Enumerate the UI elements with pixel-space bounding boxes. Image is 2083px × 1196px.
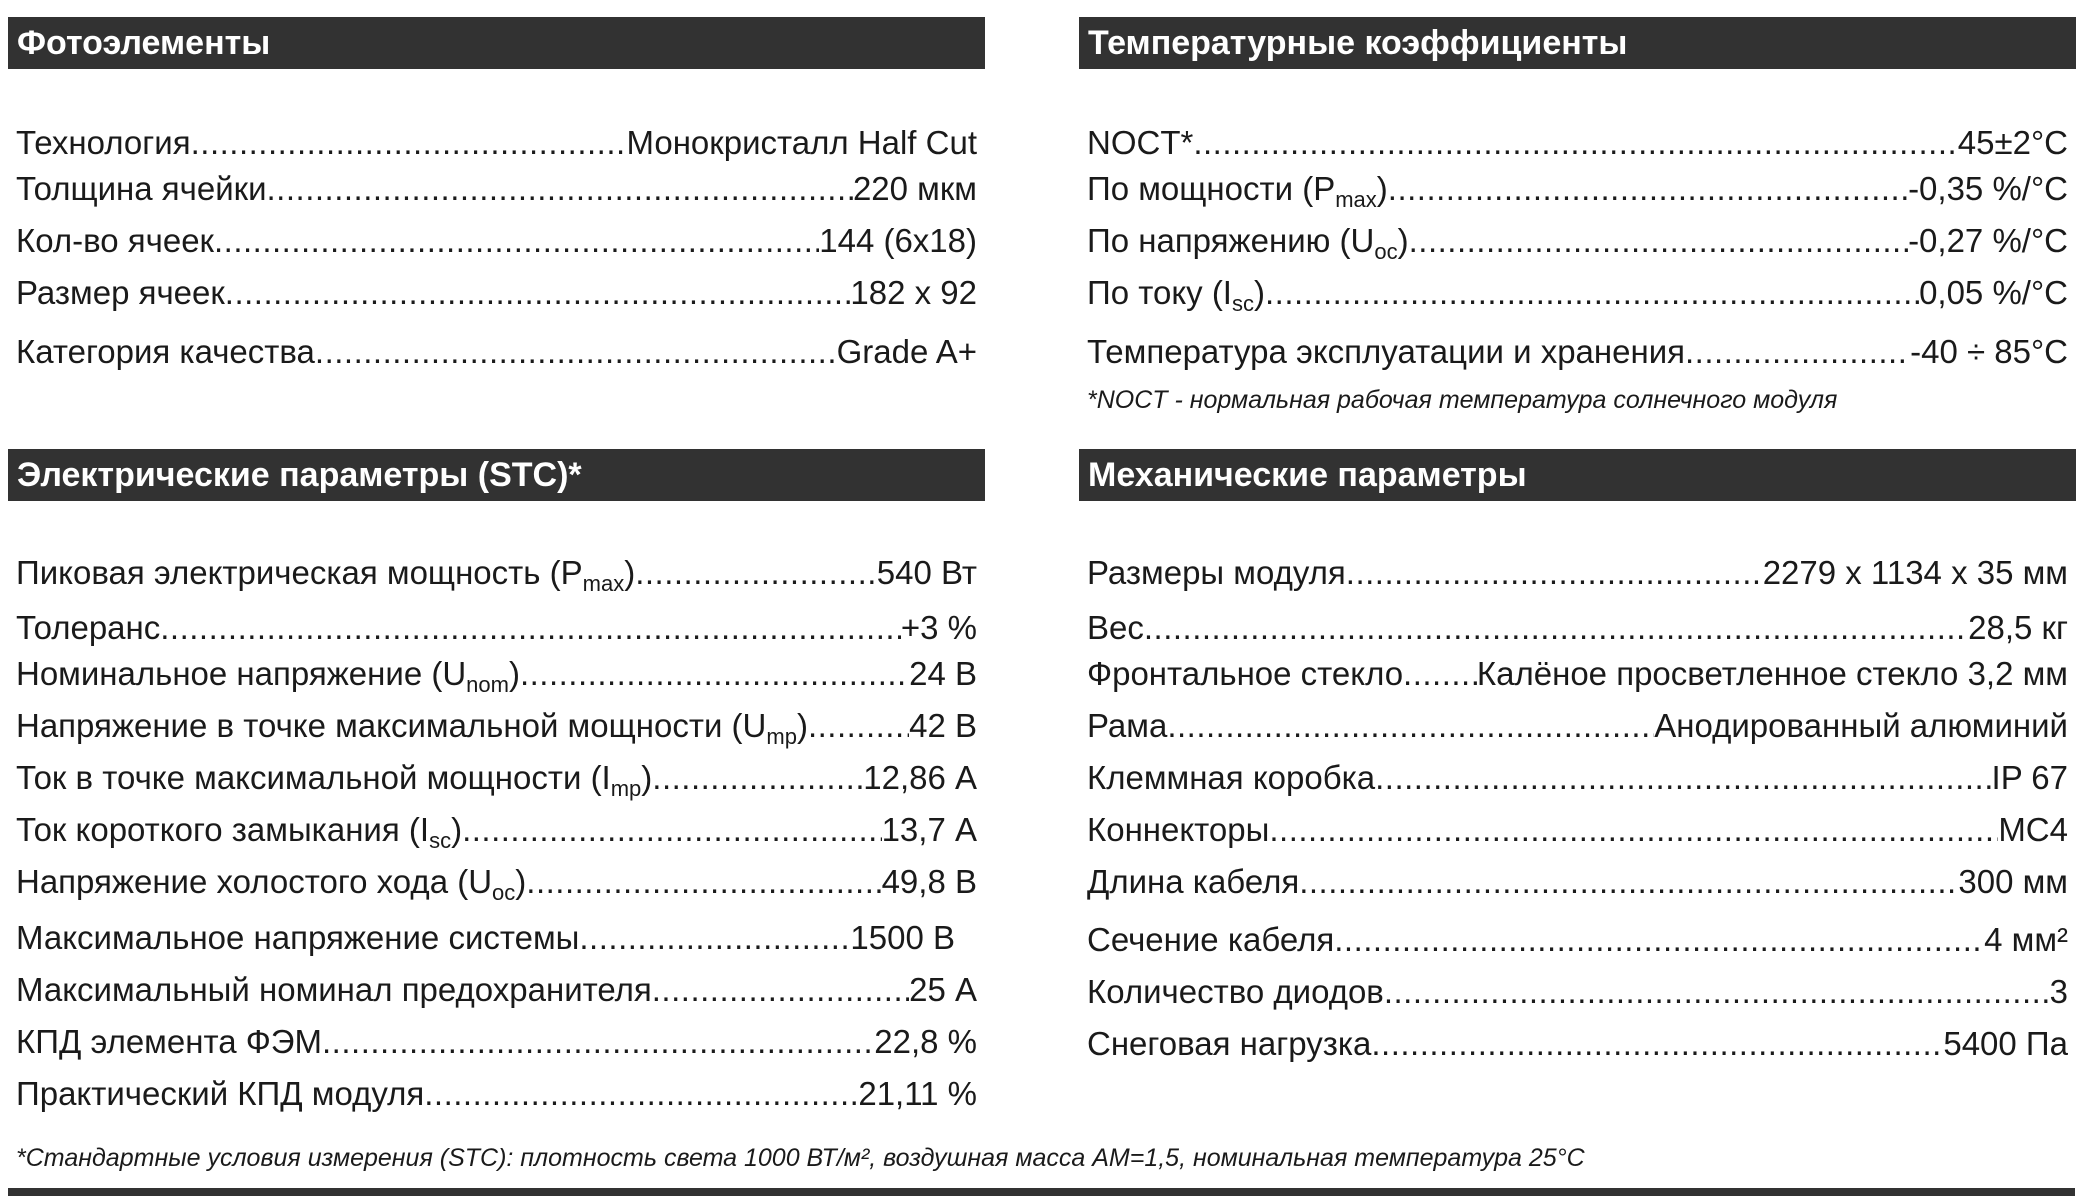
spec-row-front-glass (1087, 650, 2068, 694)
leader-dots (526, 862, 881, 902)
spec-row-junction-box (1087, 754, 2068, 798)
spec-label: По напряжению $(U_{oc})$ (1087, 222, 1409, 264)
spec-row-mpp-voltage (16, 702, 977, 749)
spec-label: Напряжение холостого хода $(U_{oc})$ (16, 863, 527, 905)
spec-row-cell-efficiency (16, 1018, 977, 1062)
spec-row-power-coefficient (1087, 165, 2068, 212)
section-electrical-header: Электрические параметры (STC)* (8, 449, 985, 501)
spec-row-nominal-voltage (16, 650, 977, 697)
spec-row-mpp-current (16, 754, 977, 801)
spec-value: Анодированный алюминий (1654, 707, 2068, 744)
spec-value: +3 % (900, 609, 977, 646)
leader-dots (579, 918, 850, 958)
spec-label: Категория качества (16, 333, 315, 370)
leader-dots (1167, 706, 1654, 746)
spec-value: 12,86 А (863, 759, 977, 796)
spec-value: 28,5 кг (1968, 609, 2068, 646)
spec-value: Калёное просветленное стекло 3,2 мм (1476, 655, 2068, 692)
spec-row-short-circuit-current (16, 806, 977, 853)
spec-row-noct (1087, 119, 2068, 163)
spec-value: 4 мм² (1984, 921, 2068, 958)
spec-label: Сечение кабеля (1087, 921, 1335, 958)
spec-label: Рама (1087, 707, 1168, 744)
spec-label: Коннекторы (1087, 811, 1270, 848)
spec-value: 5400 Па (1943, 1025, 2068, 1062)
section-cells (8, 17, 985, 377)
spec-row-max-system-voltage (16, 914, 955, 958)
spec-label: Практический КПД модуля (16, 1075, 425, 1112)
spec-label: Толеранс (16, 609, 161, 646)
spec-row-cell-size (16, 269, 977, 313)
spec-value: 220 мкм (852, 170, 977, 207)
spec-value: Grade A+ (836, 333, 977, 370)
spec-value: 300 мм (1958, 863, 2068, 900)
spec-label: Размеры модуля (1087, 554, 1346, 591)
leader-dots (1685, 332, 1910, 372)
section-temperature-header: Температурные коэффициенты (1079, 17, 2076, 69)
spec-value: 144 (6x18) (819, 222, 977, 259)
section-temperature (1079, 17, 2076, 427)
bottom-divider (8, 1188, 2075, 1196)
leader-dots (808, 706, 909, 746)
spec-row-open-circuit-voltage (16, 858, 977, 905)
spec-row-tolerance (16, 604, 977, 648)
spec-value: 0,05 %/°C (1919, 274, 2068, 311)
spec-value: 42 В (909, 707, 977, 744)
leader-dots (322, 1022, 874, 1062)
spec-value: 1500 В (850, 919, 955, 956)
leader-dots (267, 169, 853, 209)
spec-row-module-dimensions (1087, 549, 2068, 593)
leader-dots (1299, 862, 1958, 902)
leader-dots (225, 273, 851, 313)
spec-value: 3 (2049, 973, 2068, 1010)
leader-dots (635, 553, 877, 593)
spec-value: Монокристалл Half Cut (626, 124, 977, 161)
spec-label: По току $(I_{sc})$ (1087, 274, 1265, 316)
leader-dots (1375, 758, 1991, 798)
spec-value: 540 Вт (876, 554, 977, 591)
spec-value: -40 ÷ 85°C (1910, 333, 2068, 370)
spec-row-weight (1087, 604, 2068, 648)
spec-label: Пиковая электрическая мощность $(P_{max})$ (16, 554, 636, 596)
leader-dots (1265, 273, 1919, 313)
leader-dots (1371, 1024, 1943, 1064)
spec-label: Снеговая нагрузка (1087, 1025, 1372, 1062)
spec-value: -0,35 %/°C (1908, 170, 2068, 207)
section-cells-header: Фотоэлементы (8, 17, 985, 69)
spec-label: Ток в точке максимальной мощности $(I_{mp})$ (16, 759, 653, 801)
spec-row-max-fuse-rating (16, 966, 977, 1010)
spec-row-cable-length (1087, 858, 2068, 902)
leader-dots (1269, 810, 1998, 850)
spec-label: Вес (1087, 609, 1144, 646)
spec-row-snow-load (1087, 1020, 2068, 1064)
spec-value: 13,7 А (881, 811, 977, 848)
spec-value: IP 67 (1991, 759, 2068, 796)
leader-dots (1144, 608, 1968, 648)
spec-value: 182 x 92 (850, 274, 977, 311)
leader-dots (191, 123, 627, 163)
section-mechanical (1079, 449, 2076, 1069)
spec-row-connectors (1087, 806, 2068, 850)
spec-value: 22,8 % (874, 1023, 977, 1060)
noct-footnote: *NOCT - нормальная рабочая температура солнечного модуля (1087, 386, 1838, 414)
spec-row-voltage-coefficient (1087, 217, 2068, 264)
spec-row-cell-thickness (16, 165, 977, 209)
spec-row-peak-power (16, 549, 977, 596)
spec-row-cell-count (16, 217, 977, 261)
leader-dots (520, 654, 909, 694)
spec-label: NOCT* (1087, 124, 1194, 161)
spec-value: 21,11 % (858, 1075, 977, 1112)
spec-label: Количество диодов (1087, 973, 1384, 1010)
spec-label: Кол-во ячеек (16, 222, 214, 259)
leader-dots (652, 970, 909, 1010)
spec-value: 24 В (909, 655, 977, 692)
spec-row-current-coefficient (1087, 269, 2068, 316)
spec-label: Максимальный номинал предохранителя (16, 971, 652, 1008)
leader-dots (1334, 920, 1984, 960)
leader-dots (1193, 123, 1957, 163)
spec-label: Размер ячеек (16, 274, 225, 311)
spec-label: Температура эксплуатации и хранения (1087, 333, 1686, 370)
spec-label: Напряжение в точке максимальной мощности $(U_{mp})$ (16, 707, 808, 749)
spec-label: КПД элемента ФЭМ (16, 1023, 323, 1060)
spec-value: 25 А (909, 971, 977, 1008)
spec-label: Фронтальное стекло (1087, 655, 1404, 692)
section-electrical (8, 449, 985, 1149)
leader-dots (214, 221, 819, 261)
spec-row-diode-count (1087, 968, 2068, 1012)
leader-dots (652, 758, 863, 798)
spec-label: Клеммная коробка (1087, 759, 1376, 796)
leader-dots (1403, 654, 1477, 694)
spec-label: Толщина ячейки (16, 170, 267, 207)
spec-value: 45±2°C (1957, 124, 2068, 161)
leader-dots (315, 332, 837, 372)
leader-dots (160, 608, 901, 648)
leader-dots (1388, 169, 1908, 209)
spec-row-module-efficiency (16, 1070, 977, 1114)
spec-row-quality-grade (16, 328, 977, 372)
spec-value: MC4 (1998, 811, 2068, 848)
section-mechanical-header: Механические параметры (1079, 449, 2076, 501)
spec-label: Технология (16, 124, 191, 161)
spec-value: 2279 x 1134 x 35 мм (1762, 554, 2068, 591)
leader-dots (1384, 972, 2050, 1012)
leader-dots (424, 1074, 858, 1114)
leader-dots (1409, 221, 1908, 261)
spec-row-frame (1087, 702, 2068, 746)
spec-row-cable-section (1087, 916, 2068, 960)
stc-footnote: *Стандартные условия измерения (STC): плотность света 1000 ВТ/м², воздушная масса АМ=1,5, номинальная температура 25°C (16, 1144, 1585, 1172)
spec-value: 49,8 В (881, 863, 977, 900)
spec-value: -0,27 %/°C (1908, 222, 2068, 259)
spec-row-operating-temperature (1087, 328, 2068, 372)
spec-label: Максимальное напряжение системы (16, 919, 580, 956)
spec-row-technology (16, 119, 977, 163)
leader-dots (1346, 553, 1763, 593)
spec-label: Номинальное напряжение $(U_{nom})$ (16, 655, 520, 697)
spec-label: Длина кабеля (1087, 863, 1300, 900)
leader-dots (462, 810, 882, 850)
spec-label: Ток короткого замыкания $(I_{sc})$ (16, 811, 463, 853)
spec-label: По мощности $(P_{max})$ (1087, 170, 1388, 212)
